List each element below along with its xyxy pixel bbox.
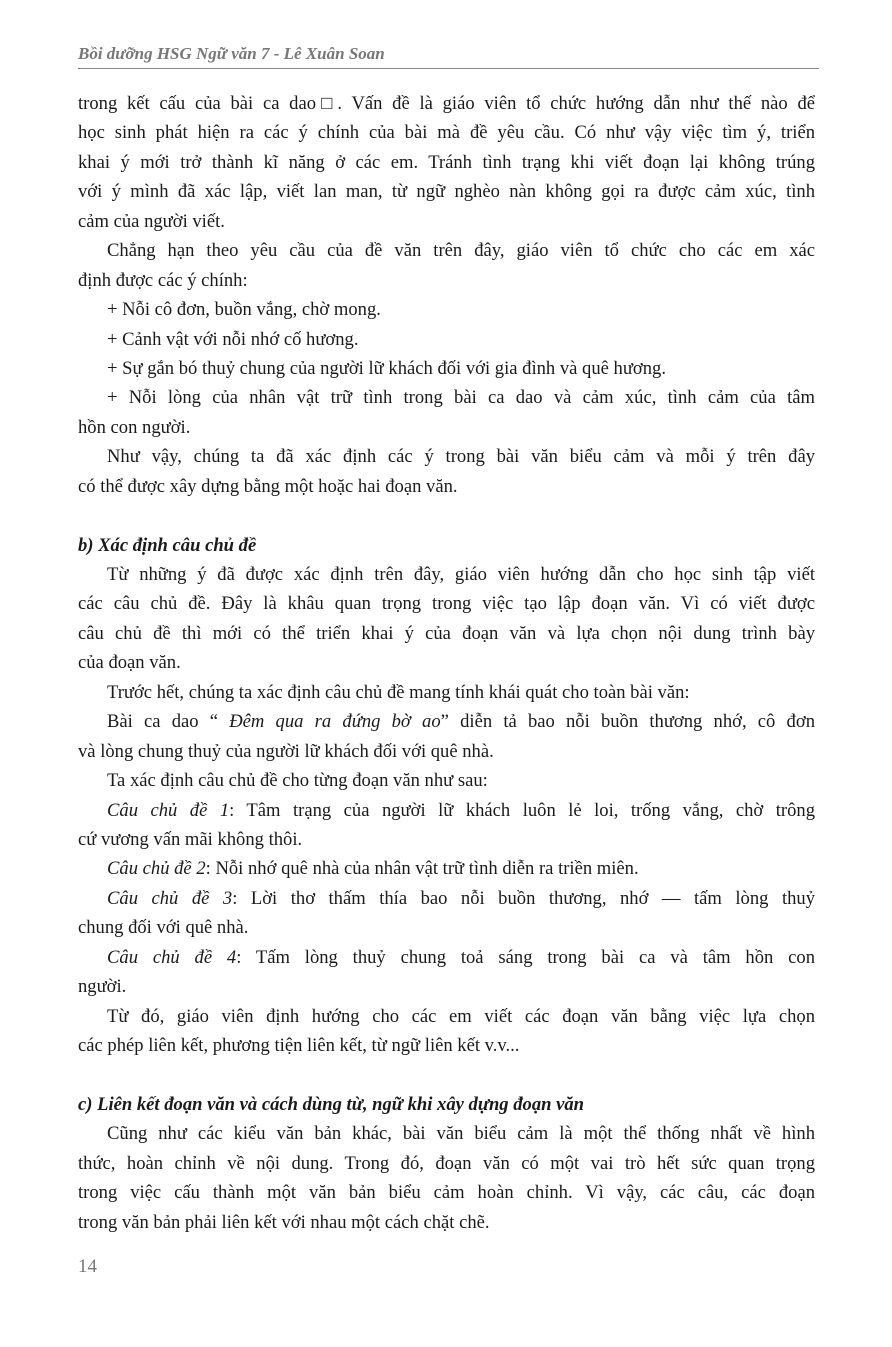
paragraph [78, 707, 815, 766]
section-heading [78, 531, 815, 560]
text-span: Cũng như các kiểu văn bản khác, bài văn biểu cảm là một thể thống nhất về hình [107, 1123, 815, 1145]
italic-text: Câu chủ đề 4 [107, 946, 237, 968]
text-line [78, 266, 815, 295]
text-line [78, 354, 815, 383]
paragraph [78, 89, 815, 236]
paragraph [78, 943, 815, 1002]
text-span: cứ vương vấn mãi không thôi. [78, 828, 303, 850]
paragraph [78, 295, 815, 324]
text-span: trong văn bản phải liên kết với nhau một cách chặt chẽ. [78, 1211, 490, 1233]
text-span: khai ý mới trở thành kĩ năng ở các em. Tránh tình trạng khi viết đoạn lại không trúng [78, 151, 815, 173]
text-line [78, 796, 815, 825]
text-line [78, 766, 815, 795]
text-span: Từ những ý đã được xác định trên đây, giáo viên hướng dẫn cho học sinh tập viết [107, 564, 815, 585]
text-line [78, 648, 815, 677]
text-line [78, 295, 815, 324]
section-heading [78, 1090, 815, 1119]
text-line [78, 207, 815, 236]
text-span: Như vậy, chúng ta đã xác định các ý trong bài văn biểu cảm và mỗi ý trên đây [107, 446, 815, 468]
paragraph-gap [78, 1060, 815, 1089]
paragraph [78, 325, 815, 354]
text-line [78, 1119, 815, 1148]
text-line [78, 825, 815, 854]
text-span: cảm của người viết. [78, 210, 225, 232]
text-line [78, 413, 815, 442]
text-span: + Sự gắn bó thuỷ chung của người lữ khách đối với gia đình và quê hương. [107, 357, 667, 379]
text-span: ” diễn tả bao nỗi buồn thương nhớ, cô đơn [440, 711, 815, 733]
page-number: 14 [78, 1256, 97, 1277]
text-line [78, 1178, 815, 1207]
running-header: Bồi dưỡng HSG Ngữ văn 7 - Lê Xuân Soan [78, 44, 819, 69]
paragraph [78, 854, 815, 883]
text-span: Bài ca dao “ [107, 711, 230, 733]
italic-text: Câu chủ đề 1 [107, 799, 230, 821]
text-span: hồn con người. [78, 416, 191, 438]
text-line [78, 236, 815, 265]
text-span: và lòng chung thuỷ của người lữ khách đối với quê nhà. [78, 740, 494, 762]
text-span: định được các ý chính: [78, 269, 248, 291]
text-span: + Cảnh vật với nỗi nhớ cố hương. [107, 328, 359, 350]
text-span: của đoạn văn. [78, 652, 181, 674]
text-line [78, 472, 815, 501]
paragraph [78, 236, 815, 295]
paragraph [78, 383, 815, 442]
text-span: trong kết cấu của bài ca dao□. Vấn đề là giáo viên tổ chức hướng dẫn như thế nào để [78, 93, 815, 114]
text-line [78, 589, 815, 618]
text-line [78, 943, 815, 972]
text-span: c) Liên kết đoạn văn và cách dùng từ, ngữ khi xây dựng đoạn văn [78, 1093, 585, 1115]
text-span: : Lời thơ thấm thía bao nỗi buồn thương, nhớ — tấm lòng thuỷ [232, 887, 816, 909]
text-line [78, 1031, 815, 1060]
text-line [78, 913, 815, 942]
paragraph [78, 560, 815, 678]
text-span: các phép liên kết, phương tiện liên kết, từ ngữ liên kết v.v... [78, 1035, 520, 1056]
text-span: với ý mình đã xác lập, viết lan man, từ ngữ nghèo nàn không gọi ra được cảm xúc, tình [78, 181, 815, 203]
text-span: có thể được xây dựng bằng một hoặc hai đoạn văn. [78, 475, 458, 497]
text-line [78, 884, 815, 913]
italic-text: Đêm qua ra đứng bờ ao [229, 711, 441, 733]
text-line [78, 854, 815, 883]
text-span: câu chủ đề thì mới có thể triển khai ý của đoạn văn và lựa chọn nội dung trình bày [78, 622, 815, 644]
text-span: các câu chủ đề. Đây là khâu quan trọng trong việc tạo lập đoạn văn. Vì có viết được [78, 593, 815, 615]
text-span: Từ đó, giáo viên định hướng cho các em viết các đoạn văn bằng việc lựa chọn [107, 1005, 815, 1027]
text-line [78, 1149, 815, 1178]
text-line [78, 619, 815, 648]
text-line [78, 972, 815, 1001]
text-line [78, 531, 815, 560]
text-span: + Nỗi lòng của nhân vật trữ tình trong bài ca dao và cảm xúc, tình cảm của tâm [107, 387, 815, 409]
italic-text: Câu chủ đề 3 [107, 887, 233, 909]
italic-text: Câu chủ đề 2 [107, 858, 206, 880]
text-span: người. [78, 976, 127, 998]
text-line [78, 1002, 815, 1031]
text-span: học sinh phát hiện ra các ý chính của bài mà đề yêu cầu. Có như vậy việc tìm ý, triển [78, 122, 815, 144]
text-line [78, 118, 815, 147]
text-span: trong việc cấu thành một văn bản biểu cảm hoàn chỉnh. Vì vậy, các câu, các đoạn [78, 1182, 815, 1204]
text-line [78, 442, 815, 471]
paragraph [78, 1002, 815, 1061]
text-span: Trước hết, chúng ta xác định câu chủ đề mang tính khái quát cho toàn bài văn: [107, 681, 690, 703]
text-span: : Tấm lòng thuỷ chung toả sáng trong bài ca và tâm hồn con [236, 946, 815, 968]
text-line [78, 560, 815, 589]
text-line [78, 678, 815, 707]
paragraph [78, 796, 815, 855]
page-body [78, 89, 815, 1237]
text-span: thức, hoàn chỉnh về nội dung. Trong đó, đoạn văn có một vai trò hết sức quan trọng [78, 1152, 815, 1174]
text-line [78, 383, 815, 412]
text-span: Ta xác định câu chủ đề cho từng đoạn văn như sau: [107, 770, 488, 792]
paragraph [78, 884, 815, 943]
text-line [78, 1090, 815, 1119]
text-line [78, 1208, 815, 1237]
text-line [78, 737, 815, 766]
text-span: Chẳng hạn theo yêu cầu của đề văn trên đây, giáo viên tổ chức cho các em xác [107, 240, 815, 262]
text-line [78, 707, 815, 736]
paragraph [78, 1119, 815, 1237]
text-line [78, 148, 815, 177]
text-span: : Tâm trạng của người lữ khách luôn lẻ loi, trống vắng, chờ trông [229, 799, 815, 821]
paragraph [78, 442, 815, 501]
paragraph-gap [78, 501, 815, 530]
text-line [78, 89, 815, 118]
text-span: : Nỗi nhớ quê nhà của nhân vật trữ tình diễn ra triền miên. [205, 858, 639, 880]
text-span: b) Xác định câu chủ đề [78, 534, 257, 556]
text-span: + Nỗi cô đơn, buồn vắng, chờ mong. [107, 299, 381, 321]
text-span: chung đối với quê nhà. [78, 917, 249, 939]
paragraph [78, 678, 815, 707]
text-line [78, 325, 815, 354]
text-line [78, 177, 815, 206]
paragraph [78, 766, 815, 795]
paragraph [78, 354, 815, 383]
